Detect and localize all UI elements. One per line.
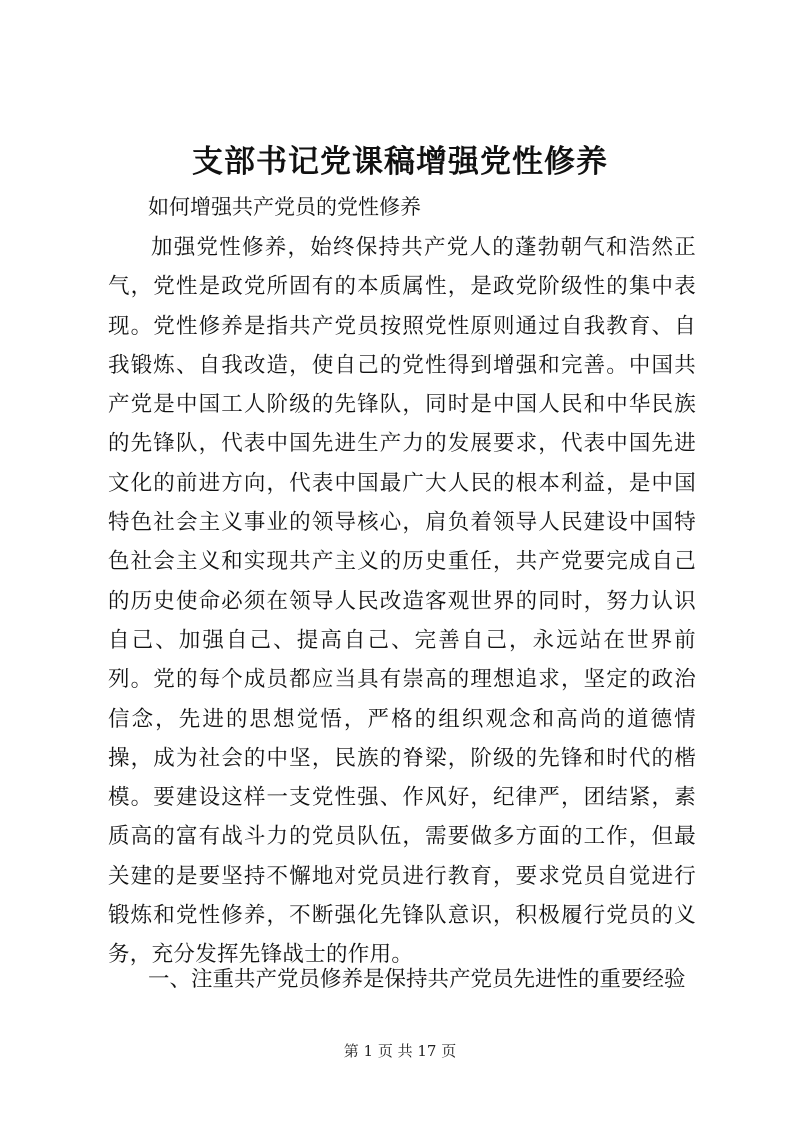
body-paragraph: 加强党性修养，始终保持共产党人的蓬勃朝气和浩然正气，党性是政党所固有的本质属性，是政党阶级性的集中表现。党性修养是指共产党员按照党性原则通过自我教育、自我锻炼、自我改造，使自己的党性得到增强和完善。中国共产党是中国工人阶级的先锋队，同时是中国人民和中华民族的先锋队，代表中国先进生产力的发展要求，代表中国先进文化的前进方向，代表中国最广大人民的根本利益，是中国特色社会主义事业的领导核心，肩负着领导人民建设中国特色社会主义和实现共产主义的历史重任，共产党要完成自己的历史使命必须在领导人民改造客观世界的同时，努力认识自己、加强自己、提高自己、完善自己，永远站在世界前列。党的每个成员都应当具有崇高的理想追求，坚定的政治信念，先进的思想觉悟，严格的组织观念和高尚的道德情操，成为社会的中坚，民族的脊梁，阶级的先锋和时代的楷模。要建设这样一支党性强、作风好，纪律严，团结紧，素质高的富有战斗力的党员队伍，需要做多方面的工作，但最关建的是要坚持不懈地对党员进行教育，要求党员自觉进行锻炼和党性修养，不断强化先锋队意识，积极履行党员的义务，充分发挥先锋战士的作用。: [108, 235, 696, 968]
section-heading: 一、注重共产党员修养是保持共产党员先进性的重要经验: [148, 967, 686, 992]
document-subtitle: 如何增强共产党员的党性修养: [148, 195, 421, 219]
page-footer: 第 1 页 共 17 页: [343, 1042, 457, 1060]
document-title: 支部书记党课稿增强党性修养: [192, 144, 608, 180]
